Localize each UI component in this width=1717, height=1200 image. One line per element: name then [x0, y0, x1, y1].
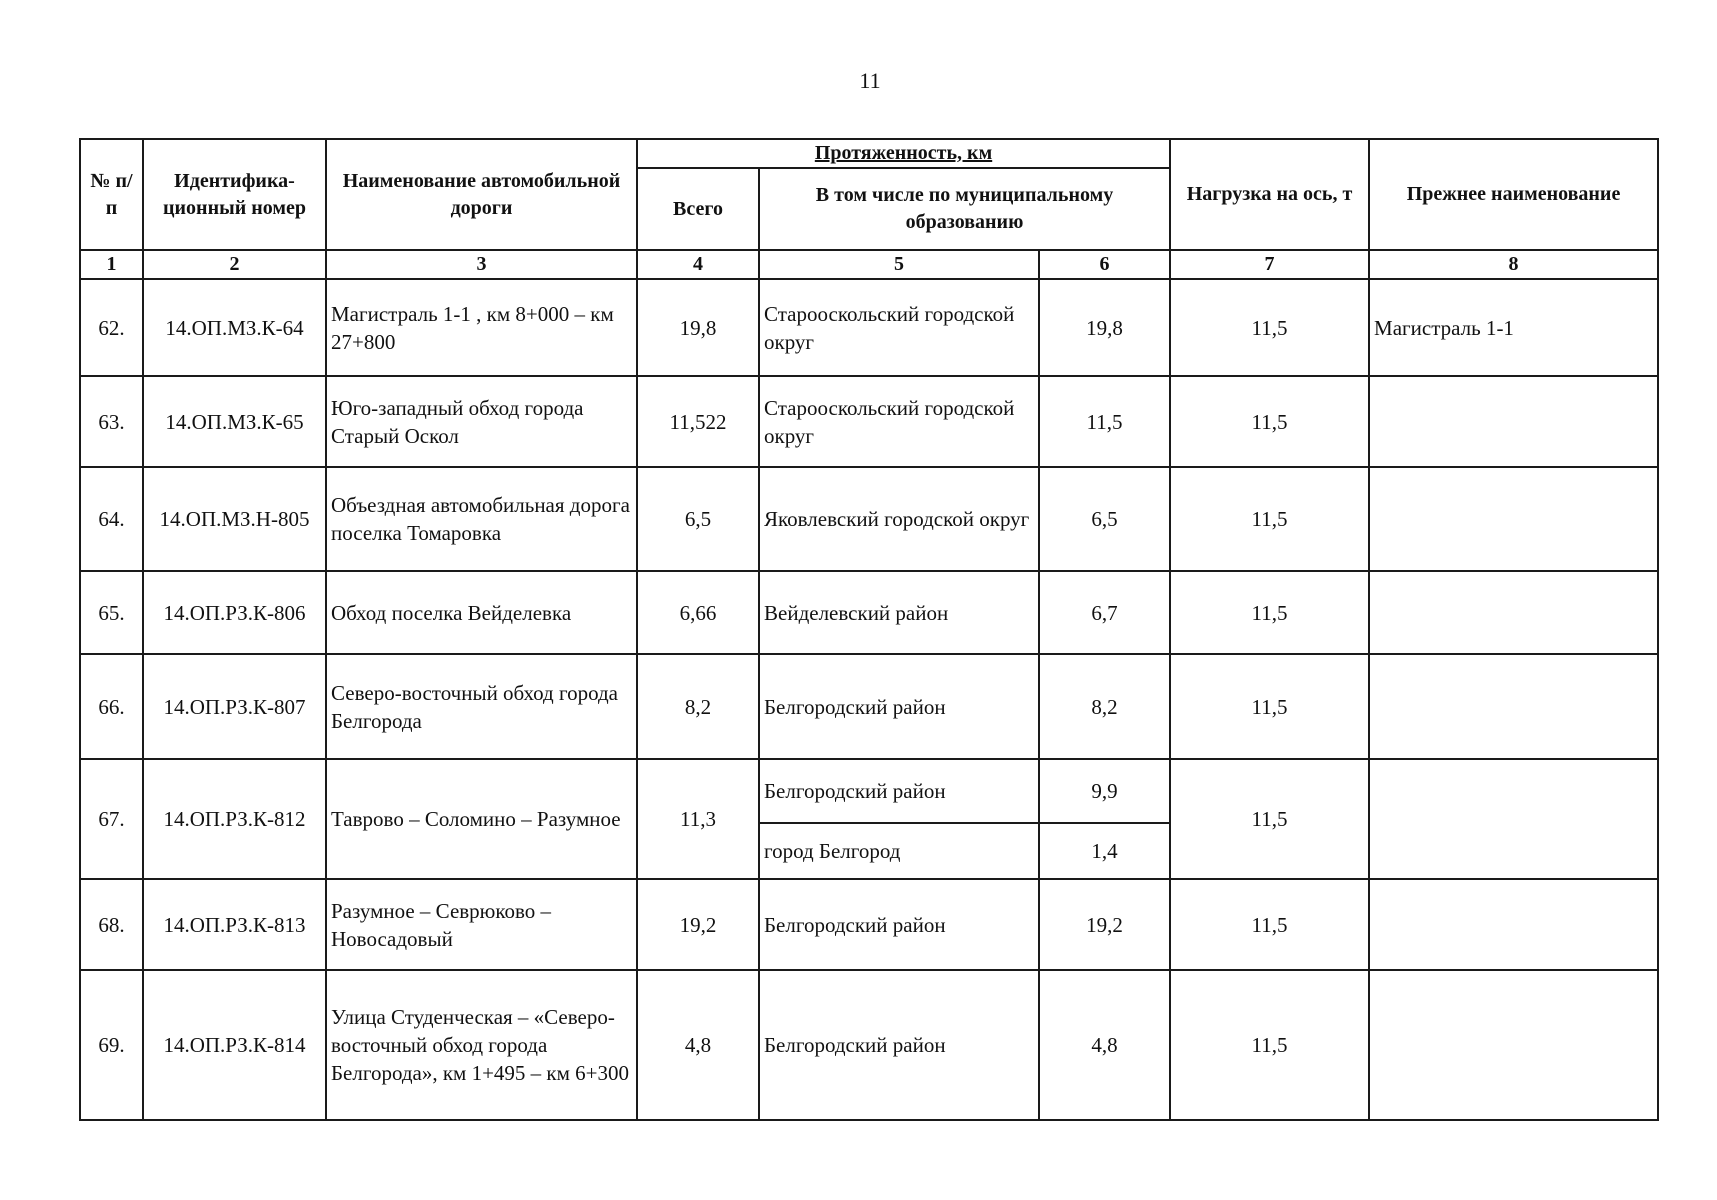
road-name: Разумное – Севрюково – Новосадовый — [326, 879, 637, 970]
column-number: 3 — [326, 250, 637, 279]
road-id: 14.ОП.РЗ.К-807 — [143, 654, 326, 759]
table-row — [80, 279, 1658, 376]
axle-load: 11,5 — [1170, 879, 1369, 970]
municipality-length: 8,2 — [1039, 654, 1170, 759]
table-row — [80, 879, 1658, 970]
page-number: 11 — [859, 68, 881, 93]
former-name — [1369, 376, 1658, 467]
former-name — [1369, 879, 1658, 970]
header-total: Всего — [637, 168, 759, 250]
road-total-length: 4,8 — [637, 970, 759, 1120]
former-name — [1369, 654, 1658, 759]
former-name — [1369, 467, 1658, 571]
row-number: 69. — [80, 970, 143, 1120]
road-id: 14.ОП.РЗ.К-812 — [143, 759, 326, 879]
table-row — [80, 654, 1658, 759]
table-body — [80, 279, 1658, 1120]
municipality-length: 6,5 — [1039, 467, 1170, 571]
municipality: Старооскольский городской округ — [759, 376, 1039, 467]
road-id: 14.ОП.МЗ.К-65 — [143, 376, 326, 467]
axle-load: 11,5 — [1170, 759, 1369, 879]
road-name: Улица Студенческая – «Северо-восточный обход города Белгорода», км 1+495 – км 6+300 — [326, 970, 637, 1120]
axle-load: 11,5 — [1170, 654, 1369, 759]
municipality: Яковлевский городской округ — [759, 467, 1039, 571]
table-header — [80, 139, 1658, 279]
road-id: 14.ОП.МЗ.Н-805 — [143, 467, 326, 571]
road-id: 14.ОП.РЗ.К-813 — [143, 879, 326, 970]
axle-load: 11,5 — [1170, 376, 1369, 467]
municipality-length: 19,8 — [1039, 279, 1170, 376]
column-number: 8 — [1369, 250, 1658, 279]
roads-table — [79, 138, 1659, 1121]
column-number: 2 — [143, 250, 326, 279]
row-number: 65. — [80, 571, 143, 654]
column-number: 1 — [80, 250, 143, 279]
road-total-length: 11,3 — [637, 759, 759, 879]
municipality-length: 1,4 — [1039, 823, 1170, 879]
road-total-length: 6,66 — [637, 571, 759, 654]
table-row — [80, 970, 1658, 1120]
road-name: Магистраль 1-1 , км 8+000 – км 27+800 — [326, 279, 637, 376]
column-number: 6 — [1039, 250, 1170, 279]
road-name: Обход поселка Вейделевка — [326, 571, 637, 654]
row-number: 62. — [80, 279, 143, 376]
road-name: Объездная автомобильная дорога поселка Томаровка — [326, 467, 637, 571]
road-id: 14.ОП.РЗ.К-806 — [143, 571, 326, 654]
former-name: Магистраль 1-1 — [1369, 279, 1658, 376]
municipality-length: 9,9 — [1039, 759, 1170, 823]
header-former: Прежнее наименование — [1369, 139, 1658, 250]
column-number: 4 — [637, 250, 759, 279]
municipality: город Белгород — [759, 823, 1039, 879]
row-number: 63. — [80, 376, 143, 467]
road-total-length: 19,8 — [637, 279, 759, 376]
municipality-length: 11,5 — [1039, 376, 1170, 467]
table-row — [80, 759, 1658, 823]
municipality-length: 6,7 — [1039, 571, 1170, 654]
road-total-length: 6,5 — [637, 467, 759, 571]
municipality: Белгородский район — [759, 879, 1039, 970]
header-length-group: Протяженность, км — [637, 139, 1170, 168]
road-name: Юго-западный обход города Старый Оскол — [326, 376, 637, 467]
road-name: Таврово – Соломино – Разумное — [326, 759, 637, 879]
axle-load: 11,5 — [1170, 279, 1369, 376]
municipality: Вейделевский район — [759, 571, 1039, 654]
road-total-length: 11,522 — [637, 376, 759, 467]
municipality: Белгородский район — [759, 654, 1039, 759]
road-id: 14.ОП.РЗ.К-814 — [143, 970, 326, 1120]
road-name: Северо-восточный обход города Белгорода — [326, 654, 637, 759]
header-num: № п/п — [80, 139, 143, 250]
row-number: 66. — [80, 654, 143, 759]
header-municipal: В том числе по муниципальному образованию — [759, 168, 1170, 250]
former-name — [1369, 970, 1658, 1120]
road-id: 14.ОП.МЗ.К-64 — [143, 279, 326, 376]
municipality-length: 4,8 — [1039, 970, 1170, 1120]
table-row — [80, 376, 1658, 467]
axle-load: 11,5 — [1170, 970, 1369, 1120]
table-row — [80, 571, 1658, 654]
municipality: Белгородский район — [759, 970, 1039, 1120]
column-number: 5 — [759, 250, 1039, 279]
former-name — [1369, 759, 1658, 879]
table-row — [80, 467, 1658, 571]
header-name: Наименование автомобильной дороги — [326, 139, 637, 250]
row-number: 64. — [80, 467, 143, 571]
row-number: 67. — [80, 759, 143, 879]
municipality: Белгородский район — [759, 759, 1039, 823]
axle-load: 11,5 — [1170, 467, 1369, 571]
road-total-length: 8,2 — [637, 654, 759, 759]
axle-load: 11,5 — [1170, 571, 1369, 654]
column-number: 7 — [1170, 250, 1369, 279]
municipality: Старооскольский городской округ — [759, 279, 1039, 376]
header-load: Нагрузка на ось, т — [1170, 139, 1369, 250]
row-number: 68. — [80, 879, 143, 970]
municipality-length: 19,2 — [1039, 879, 1170, 970]
header-id: Идентифика-ционный номер — [143, 139, 326, 250]
road-total-length: 19,2 — [637, 879, 759, 970]
column-numbers-row — [80, 250, 1658, 279]
former-name — [1369, 571, 1658, 654]
